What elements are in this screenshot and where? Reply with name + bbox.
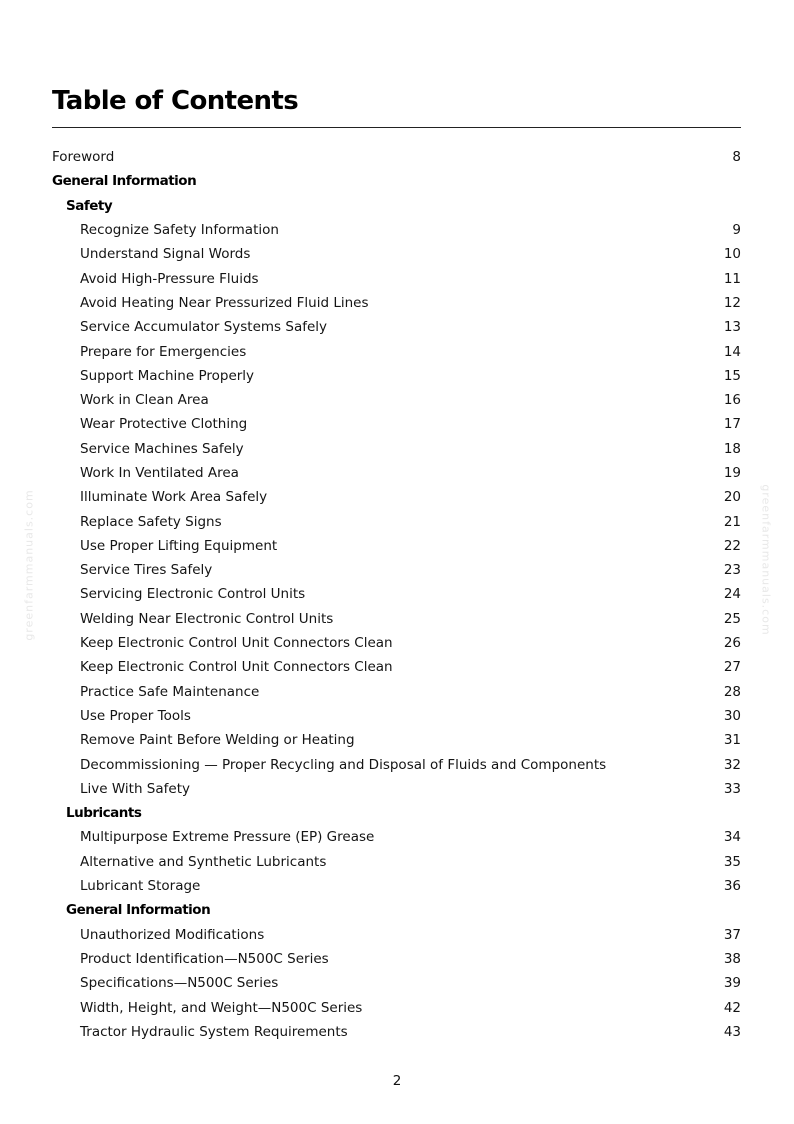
toc-entry-label: Lubricants <box>66 805 142 822</box>
title-divider <box>52 127 741 128</box>
toc-entry-page: 19 <box>723 465 741 481</box>
toc-entry[interactable] <box>52 752 741 776</box>
toc-entry-label: Recognize Safety Information <box>80 222 279 239</box>
toc-entry[interactable] <box>52 582 741 606</box>
watermark-right: greenfarmmanuals.com <box>759 484 773 636</box>
toc-entry[interactable] <box>52 631 741 655</box>
toc-entry-label: Service Machines Safely <box>80 440 244 457</box>
toc-entry-label: Multipurpose Extreme Pressure (EP) Grease <box>80 829 375 846</box>
toc-entry[interactable] <box>52 923 741 947</box>
toc-entry-label: Work In Ventilated Area <box>80 465 239 481</box>
toc-entry-page: 20 <box>723 489 741 506</box>
toc-entry[interactable] <box>52 777 741 801</box>
toc-entry-label: Keep Electronic Control Unit Connectors Clean <box>80 659 393 676</box>
page-title: Table of Contents <box>52 86 299 116</box>
toc-entry-page: 35 <box>723 853 741 870</box>
toc-entry-label: Specifications—N500C Series <box>80 975 279 992</box>
toc-entry-page: 36 <box>723 878 741 895</box>
toc-entry[interactable] <box>52 971 741 995</box>
toc-entry-page: 12 <box>723 294 741 311</box>
toc-entry[interactable] <box>52 291 741 315</box>
toc-entry[interactable] <box>52 315 741 339</box>
toc-entry[interactable] <box>52 825 741 849</box>
toc-entry-label: Avoid Heating Near Pressurized Fluid Lines <box>80 294 369 311</box>
toc-entry-label: Servicing Electronic Control Units <box>80 586 306 603</box>
toc-entry-label: Service Tires Safely <box>80 562 213 579</box>
toc-entry[interactable] <box>52 412 741 436</box>
toc-entry[interactable] <box>52 874 741 898</box>
toc-entry-label: Understand Signal Words <box>80 246 251 263</box>
toc-entry-page: 34 <box>723 829 741 846</box>
toc-entry-label: General Information <box>52 173 197 190</box>
toc-entry[interactable] <box>52 680 741 704</box>
toc-entry-label: Live With Safety <box>80 780 190 797</box>
toc-entry-page: 30 <box>723 707 741 724</box>
toc-entry-page: 28 <box>723 683 741 700</box>
toc-entry[interactable] <box>52 1020 741 1044</box>
toc-entry[interactable] <box>52 509 741 533</box>
toc-entry[interactable] <box>52 266 741 290</box>
toc-entry[interactable] <box>52 947 741 971</box>
toc-entry[interactable] <box>52 461 741 485</box>
toc-entry-page: 32 <box>723 756 741 773</box>
toc-entry-label: Wear Protective Clothing <box>80 416 248 433</box>
toc-entry[interactable] <box>52 995 741 1019</box>
toc-entry-label: Support Machine Properly <box>80 367 255 384</box>
toc-entry-label: Use Proper Lifting Equipment <box>80 537 278 554</box>
toc-entry[interactable] <box>52 534 741 558</box>
toc-entry-page: 37 <box>723 926 741 943</box>
toc-entry[interactable] <box>52 145 741 169</box>
toc-entry-label: Avoid High-Pressure Fluids <box>80 270 259 287</box>
toc-entry-page: 21 <box>723 513 741 530</box>
toc-entry-page: 43 <box>723 1023 741 1040</box>
toc-entry-page: 42 <box>723 999 741 1016</box>
toc-entry-page: 33 <box>723 780 741 797</box>
toc-entry-label: Lubricant Storage <box>80 878 201 895</box>
toc-entry-label: Alternative and Synthetic Lubricants <box>80 853 327 870</box>
toc-entry-page: 22 <box>723 537 741 554</box>
toc-entry[interactable] <box>52 218 741 242</box>
toc-entry-label: Replace Safety Signs <box>80 513 222 530</box>
toc-entry-page: 26 <box>723 635 741 652</box>
toc-entry-page: 16 <box>723 392 741 409</box>
toc-entry-page: 24 <box>723 586 741 603</box>
toc-entry-label: Use Proper Tools <box>80 707 191 724</box>
toc-entry-label: Remove Paint Before Welding or Heating <box>80 732 355 749</box>
toc-entry-label: Decommissioning — Proper Recycling and Disposal of Fluids and Components <box>80 756 607 773</box>
toc-entry-label: General Information <box>66 902 211 919</box>
toc-entry[interactable] <box>52 850 741 874</box>
toc-entry-page: 10 <box>723 246 741 263</box>
toc-entry-page: 14 <box>723 343 741 360</box>
toc-entry[interactable] <box>52 728 741 752</box>
toc-entry-label: Service Accumulator Systems Safely <box>80 319 328 336</box>
toc-section-heading <box>52 169 741 193</box>
toc-entry-page: 8 <box>732 149 741 166</box>
toc-entry[interactable] <box>52 364 741 388</box>
table-of-contents <box>52 145 741 1044</box>
toc-entry[interactable] <box>52 558 741 582</box>
watermark-left: greenfarmmanuals.com <box>22 489 36 641</box>
toc-entry-label: Foreword <box>52 149 115 166</box>
toc-entry[interactable] <box>52 437 741 461</box>
toc-entry-label: Keep Electronic Control Unit Connectors Clean <box>80 635 393 652</box>
toc-entry-label: Product Identification—N500C Series <box>80 950 329 967</box>
toc-section-heading <box>52 898 741 922</box>
toc-entry-page: 17 <box>723 416 741 433</box>
toc-entry[interactable] <box>52 607 741 631</box>
page-number: 2 <box>392 1073 402 1089</box>
toc-entry-label: Prepare for Emergencies <box>80 343 247 360</box>
toc-entry[interactable] <box>52 388 741 412</box>
toc-entry-page: 15 <box>723 367 741 384</box>
toc-entry-page: 25 <box>723 610 741 627</box>
toc-entry-label: Safety <box>66 197 113 214</box>
toc-entry-label: Work in Clean Area <box>80 392 209 409</box>
toc-entry-page: 18 <box>723 440 741 457</box>
toc-entry-label: Tractor Hydraulic System Requirements <box>80 1023 348 1040</box>
toc-entry-page: 38 <box>723 950 741 967</box>
toc-entry-page: 11 <box>723 270 741 287</box>
toc-entry-page: 39 <box>723 975 741 992</box>
toc-section-heading <box>52 194 741 218</box>
toc-entry-page: 27 <box>723 659 741 676</box>
toc-entry-page: 9 <box>732 222 741 239</box>
toc-entry-page: 31 <box>723 732 741 749</box>
toc-entry-label: Welding Near Electronic Control Units <box>80 610 334 627</box>
toc-entry[interactable] <box>52 339 741 363</box>
toc-entry-label: Practice Safe Maintenance <box>80 683 260 700</box>
toc-entry-label: Illuminate Work Area Safely <box>80 489 268 506</box>
toc-entry[interactable] <box>52 704 741 728</box>
toc-entry[interactable] <box>52 485 741 509</box>
toc-entry-label: Unauthorized Modifications <box>80 926 265 943</box>
toc-entry-label: Width, Height, and Weight—N500C Series <box>80 999 363 1016</box>
toc-entry[interactable] <box>52 655 741 679</box>
toc-entry-page: 23 <box>723 562 741 579</box>
toc-section-heading <box>52 801 741 825</box>
toc-entry[interactable] <box>52 242 741 266</box>
toc-entry-page: 13 <box>723 319 741 336</box>
